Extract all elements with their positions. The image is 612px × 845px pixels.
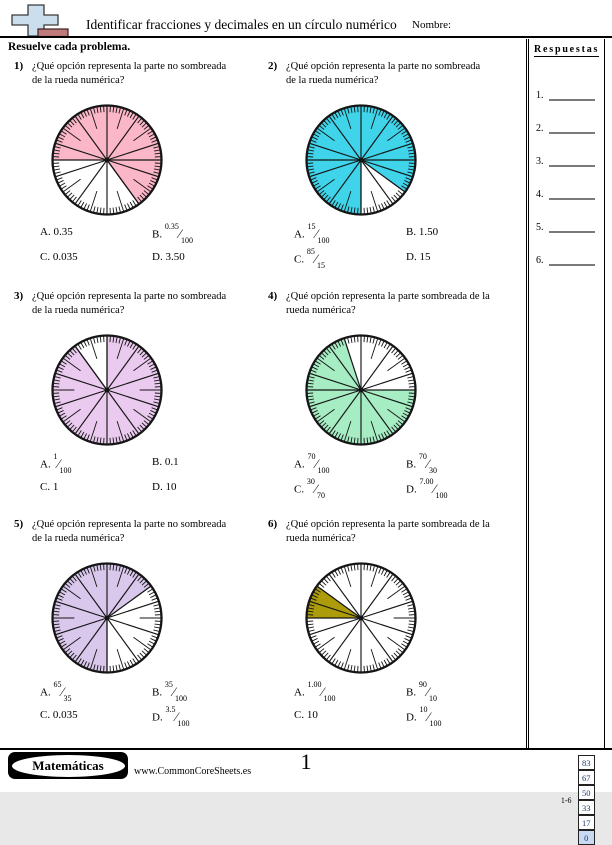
- answer-label: D.: [152, 712, 163, 724]
- answer-value: 1: [53, 481, 59, 493]
- fraction-denominator: 70: [317, 491, 325, 500]
- answer-option: [40, 709, 152, 726]
- answer-line-item: [529, 233, 604, 266]
- problem: [268, 518, 520, 545]
- fraction-denominator: 35: [64, 694, 72, 703]
- score-strip: [561, 755, 595, 845]
- fraction-slash: ⁄: [315, 482, 317, 496]
- answer-choices: [40, 226, 193, 263]
- answer-label: B.: [406, 459, 416, 471]
- number-wheel: [304, 333, 418, 447]
- header-divider: [0, 36, 612, 38]
- answer-option: [406, 684, 442, 701]
- name-label: Nombre:: [412, 19, 451, 31]
- answer-option: [40, 481, 152, 493]
- answer-line-number: 5.: [536, 222, 544, 233]
- fraction-denominator: 100: [175, 694, 187, 703]
- instruction-text: Resuelve cada problema.: [8, 41, 130, 53]
- problem-number: 2): [268, 60, 286, 87]
- score-cell: 17: [578, 815, 596, 830]
- fraction-slash: ⁄: [175, 710, 177, 724]
- problem-question: ¿Qué opción representa la parte no sombreada de la rueda numérica?: [32, 518, 236, 545]
- answer-label: B.: [152, 456, 162, 468]
- score-cell: 33: [578, 800, 596, 815]
- problem: [14, 290, 266, 317]
- fraction-slash: ⁄: [315, 227, 317, 241]
- fraction-slash: ⁄: [427, 685, 429, 699]
- fraction-denominator: 30: [429, 466, 437, 475]
- fraction-denominator: 100: [178, 719, 190, 728]
- number-wheel: [304, 561, 418, 675]
- answer-label: A.: [40, 459, 51, 471]
- problem: [14, 60, 266, 87]
- fraction-value: [307, 687, 335, 699]
- answer-label: D.: [152, 481, 163, 493]
- fraction-value: [307, 254, 325, 266]
- fraction-slash: ⁄: [427, 457, 429, 471]
- number-wheel: [50, 333, 164, 447]
- answer-value: 0.35: [53, 226, 72, 238]
- answer-label: C.: [40, 481, 50, 493]
- fraction-value: [307, 484, 325, 496]
- fraction-numerator: 70: [307, 452, 315, 461]
- page-number: 1: [0, 749, 612, 775]
- number-wheel: [50, 561, 164, 675]
- problem-number: 1): [14, 60, 32, 87]
- number-wheel-svg: [304, 333, 418, 447]
- fraction-slash: ⁄: [433, 482, 435, 496]
- answer-label: B.: [152, 687, 162, 699]
- answer-option: [40, 684, 152, 701]
- answer-line-item: [529, 68, 604, 101]
- page-title: Identificar fracciones y decimales en un círculo numérico: [86, 17, 397, 33]
- answer-label: A.: [294, 229, 305, 241]
- answer-line-item: [529, 101, 604, 134]
- answer-line-number: 2.: [536, 123, 544, 134]
- fraction-numerator: 65: [53, 680, 61, 689]
- number-wheel-svg: [50, 333, 164, 447]
- answer-choices: [40, 456, 179, 493]
- answer-blank[interactable]: [549, 120, 595, 134]
- answer-value: 0.035: [53, 709, 78, 721]
- answer-choices: [294, 456, 448, 498]
- answer-blank[interactable]: [549, 87, 595, 101]
- answer-label: D.: [152, 251, 163, 263]
- fraction-slash: ⁄: [173, 685, 175, 699]
- answer-label: B.: [406, 226, 416, 238]
- fraction-numerator: 3.5: [165, 705, 175, 714]
- fraction-denominator: 100: [181, 236, 193, 245]
- answer-choices: [294, 226, 438, 268]
- answer-choices: [40, 684, 190, 726]
- answer-option: [294, 456, 406, 473]
- answer-line-item: [529, 134, 604, 167]
- answer-label: C.: [40, 709, 50, 721]
- fraction-value: [53, 459, 71, 471]
- answer-label: B.: [152, 229, 162, 241]
- answer-line-item: [529, 167, 604, 200]
- answer-blank[interactable]: [549, 186, 595, 200]
- fraction-numerator: 1.00: [307, 680, 321, 689]
- fraction-numerator: 10: [419, 705, 427, 714]
- fraction-numerator: 1: [53, 452, 57, 461]
- answer-option: [294, 684, 406, 701]
- answer-label: B.: [406, 687, 416, 699]
- fraction-denominator: 100: [436, 491, 448, 500]
- score-cell: 50: [578, 785, 596, 800]
- fraction-value: [165, 229, 193, 241]
- fraction-slash: ⁄: [321, 685, 323, 699]
- problem-number: 6): [268, 518, 286, 545]
- answer-option: [406, 251, 438, 268]
- answer-option: [406, 226, 438, 243]
- answer-value: 15: [419, 251, 430, 263]
- answer-option: [152, 709, 190, 726]
- answer-option: [40, 226, 152, 243]
- answer-option: [406, 709, 442, 726]
- answer-option: [40, 251, 152, 263]
- answer-label: D.: [406, 712, 417, 724]
- problem-question: ¿Qué opción representa la parte no sombreada de la rueda numérica?: [32, 290, 236, 317]
- fraction-denominator: 15: [317, 261, 325, 270]
- fraction-numerator: 15: [307, 222, 315, 231]
- answer-label: C.: [294, 709, 304, 721]
- problem-number: 4): [268, 290, 286, 317]
- answer-label: D.: [406, 251, 417, 263]
- answer-value: 10: [165, 481, 176, 493]
- fraction-value: [165, 687, 187, 699]
- problem-question: ¿Qué opción representa la parte sombreada de la rueda numérica?: [286, 518, 490, 545]
- score-cell: 0: [578, 830, 596, 845]
- problem: [268, 60, 520, 87]
- fraction-denominator: 100: [430, 719, 442, 728]
- fraction-value: [419, 687, 437, 699]
- answer-option: [152, 456, 179, 473]
- fraction-value: [53, 687, 71, 699]
- answer-blank[interactable]: [549, 252, 595, 266]
- commoncoresheets-plus-logo-icon: [6, 3, 72, 40]
- fraction-denominator: 100: [318, 466, 330, 475]
- answer-option: [40, 456, 152, 473]
- answer-value: 0.1: [165, 456, 179, 468]
- fraction-numerator: 35: [165, 680, 173, 689]
- fraction-value: [307, 229, 329, 241]
- fraction-denominator: 100: [318, 236, 330, 245]
- website-link: www.CommonCoreSheets.es: [134, 766, 251, 777]
- fraction-slash: ⁄: [179, 227, 181, 241]
- fraction-value: [419, 484, 447, 496]
- problem: [14, 518, 266, 545]
- problem-number: 5): [14, 518, 32, 545]
- answer-option: [152, 226, 193, 243]
- answer-option: [152, 251, 193, 263]
- answer-blank[interactable]: [549, 153, 595, 167]
- fraction-numerator: 0.35: [165, 222, 179, 231]
- answer-value: 10: [307, 709, 318, 721]
- answer-value: 3.50: [165, 251, 184, 263]
- fraction-value: [307, 459, 329, 471]
- number-wheel-svg: [304, 561, 418, 675]
- answer-label: A.: [294, 459, 305, 471]
- fraction-value: [165, 712, 189, 724]
- answer-label: C.: [294, 484, 304, 496]
- brand-label: Matemáticas: [32, 758, 103, 774]
- score-cell: 83: [578, 755, 596, 770]
- answer-label: A.: [40, 226, 51, 238]
- answer-option: [152, 684, 190, 701]
- number-wheel-svg: [304, 103, 418, 217]
- answer-label: A.: [294, 687, 305, 699]
- answer-option: [294, 481, 406, 498]
- fraction-slash: ⁄: [315, 252, 317, 266]
- score-range-label: 1-6: [561, 796, 572, 805]
- answer-option: [406, 456, 448, 473]
- answer-option: [294, 709, 406, 726]
- answer-value: 0.035: [53, 251, 78, 263]
- answer-line-number: 1.: [536, 90, 544, 101]
- answer-line-number: 6.: [536, 255, 544, 266]
- fraction-slash: ⁄: [315, 457, 317, 471]
- answer-lines: [529, 68, 604, 266]
- answer-label: C.: [40, 251, 50, 263]
- fraction-numerator: 90: [419, 680, 427, 689]
- fraction-denominator: 100: [60, 466, 72, 475]
- answer-label: C.: [294, 254, 304, 266]
- fraction-value: [419, 459, 437, 471]
- fraction-value: [419, 712, 441, 724]
- fraction-denominator: 100: [324, 694, 336, 703]
- answer-label: D.: [406, 484, 417, 496]
- answer-blank[interactable]: [549, 219, 595, 233]
- answer-line-number: 3.: [536, 156, 544, 167]
- number-wheel: [50, 103, 164, 217]
- fraction-denominator: 10: [429, 694, 437, 703]
- answer-option: [406, 481, 448, 498]
- fraction-numerator: 85: [307, 247, 315, 256]
- problem-question: ¿Qué opción representa la parte sombreada de la rueda numérica?: [286, 290, 490, 317]
- fraction-slash: ⁄: [57, 457, 59, 471]
- answer-line-number: 4.: [536, 189, 544, 200]
- problem-question: ¿Qué opción representa la parte no sombreada de la rueda numérica?: [32, 60, 236, 87]
- fraction-numerator: 70: [419, 452, 427, 461]
- number-wheel: [304, 103, 418, 217]
- answer-line-item: [529, 200, 604, 233]
- problem-question: ¿Qué opción representa la parte no sombreada de la rueda numérica?: [286, 60, 490, 87]
- number-wheel-svg: [50, 561, 164, 675]
- answer-option: [294, 251, 406, 268]
- problem: [268, 290, 520, 317]
- score-cell: 67: [578, 770, 596, 785]
- answer-label: A.: [40, 687, 51, 699]
- number-wheel-svg: [50, 103, 164, 217]
- answer-value: 1.50: [419, 226, 438, 238]
- fraction-numerator: 30: [307, 477, 315, 486]
- answer-option: [294, 226, 406, 243]
- answer-choices: [294, 684, 442, 726]
- fraction-slash: ⁄: [61, 685, 63, 699]
- fraction-numerator: 7.00: [419, 477, 433, 486]
- answer-option: [152, 481, 179, 493]
- problem-number: 3): [14, 290, 32, 317]
- answers-sidebar-title: Respuestas: [534, 44, 599, 57]
- answers-sidebar: [526, 39, 605, 748]
- fraction-slash: ⁄: [427, 710, 429, 724]
